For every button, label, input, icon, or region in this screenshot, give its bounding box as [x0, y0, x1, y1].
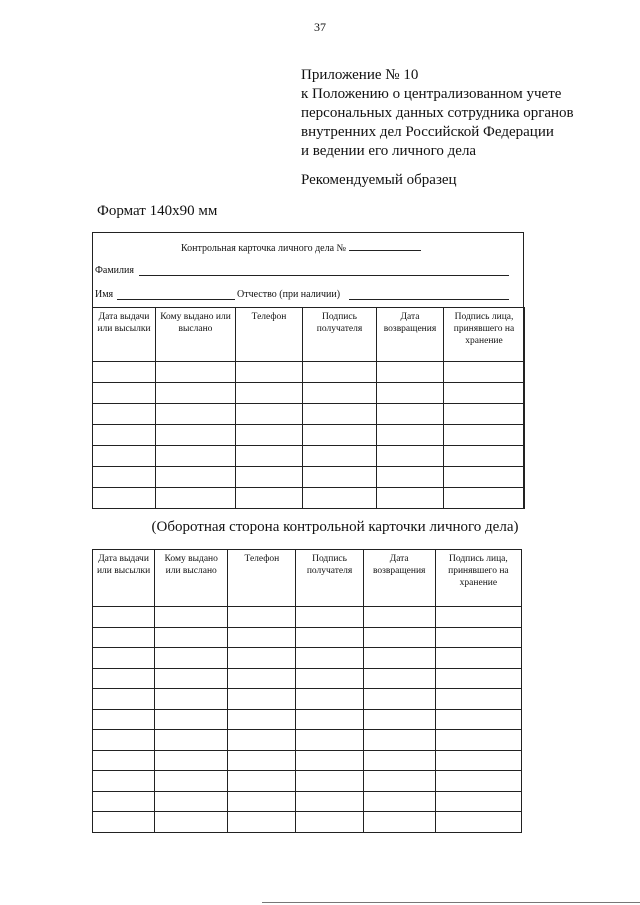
table-cell[interactable] — [363, 771, 435, 792]
table-cell[interactable] — [444, 383, 525, 404]
table-cell[interactable] — [155, 607, 228, 628]
table-cell[interactable] — [296, 607, 363, 628]
table-cell[interactable] — [93, 383, 156, 404]
column-header: Дата выдачи или высылки — [93, 550, 155, 607]
name-field[interactable] — [117, 298, 235, 300]
table-row — [93, 425, 525, 446]
table-row — [93, 488, 525, 509]
table-cell[interactable] — [155, 812, 228, 833]
table-cell[interactable] — [155, 668, 228, 689]
table-cell[interactable] — [435, 627, 521, 648]
table-cell[interactable] — [228, 750, 296, 771]
table-cell[interactable] — [236, 425, 303, 446]
table-cell[interactable] — [228, 709, 296, 730]
table-cell[interactable] — [236, 446, 303, 467]
table-cell[interactable] — [93, 771, 155, 792]
column-header: Подпись получателя — [303, 308, 377, 362]
table-cell[interactable] — [363, 750, 435, 771]
table-cell[interactable] — [93, 446, 156, 467]
table-cell[interactable] — [444, 404, 525, 425]
table-cell[interactable] — [296, 812, 363, 833]
name-label: Имя — [95, 289, 114, 300]
table-cell[interactable] — [435, 812, 521, 833]
appendix-line: и ведении его личного дела — [301, 143, 477, 159]
table-row — [93, 627, 522, 648]
table-cell[interactable] — [303, 362, 377, 383]
table-cell[interactable] — [303, 467, 377, 488]
table-cell[interactable] — [303, 446, 377, 467]
table-cell[interactable] — [377, 362, 444, 383]
table-cell[interactable] — [156, 362, 236, 383]
table-cell[interactable] — [296, 689, 363, 710]
table-cell[interactable] — [93, 750, 155, 771]
table-cell[interactable] — [228, 812, 296, 833]
table-cell[interactable] — [236, 488, 303, 509]
table-cell[interactable] — [155, 627, 228, 648]
table-cell[interactable] — [93, 425, 156, 446]
table-cell[interactable] — [156, 446, 236, 467]
table-cell[interactable] — [228, 627, 296, 648]
card-title-text: Контрольная карточка личного дела № — [181, 243, 347, 254]
table-cell[interactable] — [377, 425, 444, 446]
table-cell[interactable] — [363, 668, 435, 689]
table-cell[interactable] — [363, 791, 435, 812]
table-cell[interactable] — [156, 425, 236, 446]
table-cell[interactable] — [155, 750, 228, 771]
table-cell[interactable] — [435, 689, 521, 710]
table-cell[interactable] — [236, 383, 303, 404]
table-cell[interactable] — [296, 750, 363, 771]
table-cell[interactable] — [93, 730, 155, 751]
table-cell[interactable] — [435, 709, 521, 730]
table-cell[interactable] — [93, 812, 155, 833]
table-cell[interactable] — [93, 607, 155, 628]
table-row — [93, 446, 525, 467]
table-row — [93, 362, 525, 383]
bottom-rule — [262, 902, 640, 903]
appendix-line: персональных данных сотрудника органов — [301, 105, 574, 121]
table-cell[interactable] — [303, 404, 377, 425]
table-cell[interactable] — [363, 607, 435, 628]
table-cell[interactable] — [93, 362, 156, 383]
recommended-sample-label: Рекомендуемый образец — [301, 172, 457, 188]
table-cell[interactable] — [444, 467, 525, 488]
table-cell[interactable] — [444, 488, 525, 509]
patronymic-label: Отчество (при наличии) — [237, 289, 341, 300]
table-cell[interactable] — [296, 771, 363, 792]
table-row — [93, 791, 522, 812]
column-header: Дата возвращения — [363, 550, 435, 607]
table-cell[interactable] — [228, 771, 296, 792]
table-cell[interactable] — [156, 488, 236, 509]
control-card-front — [92, 232, 524, 509]
table-cell[interactable] — [228, 648, 296, 669]
table-cell[interactable] — [228, 791, 296, 812]
table-row — [93, 668, 522, 689]
table-cell[interactable] — [296, 709, 363, 730]
table-cell[interactable] — [155, 771, 228, 792]
table-cell[interactable] — [93, 791, 155, 812]
table-cell[interactable] — [377, 383, 444, 404]
table-cell[interactable] — [363, 627, 435, 648]
table-cell[interactable] — [228, 730, 296, 751]
patronymic-field[interactable] — [349, 298, 509, 300]
column-header: Кому выдано или выслано — [155, 550, 228, 607]
appendix-heading — [301, 66, 574, 161]
table-row — [93, 467, 525, 488]
table-cell[interactable] — [444, 362, 525, 383]
table-cell[interactable] — [93, 467, 156, 488]
table-row — [93, 730, 522, 751]
card-title — [181, 241, 421, 254]
table-cell[interactable] — [93, 689, 155, 710]
surname-label: Фамилия — [95, 265, 134, 276]
table-cell[interactable] — [93, 668, 155, 689]
table-row — [93, 750, 522, 771]
back-side-caption: (Оборотная сторона контрольной карточки личного дела) — [151, 519, 519, 535]
table-cell[interactable] — [444, 425, 525, 446]
surname-field[interactable] — [139, 274, 509, 276]
table-cell[interactable] — [155, 709, 228, 730]
table-cell[interactable] — [303, 488, 377, 509]
table-cell[interactable] — [156, 404, 236, 425]
table-cell[interactable] — [303, 383, 377, 404]
table-cell[interactable] — [228, 689, 296, 710]
column-header: Подпись лица, принявшего на хранение — [444, 308, 525, 362]
table-cell[interactable] — [363, 709, 435, 730]
table-row — [93, 689, 522, 710]
table-cell[interactable] — [377, 488, 444, 509]
column-header: Дата выдачи или высылки — [93, 308, 156, 362]
back-table-body — [93, 607, 522, 833]
table-cell[interactable] — [228, 607, 296, 628]
table-header-row — [93, 550, 522, 607]
column-header: Подпись получателя — [296, 550, 363, 607]
table-cell[interactable] — [156, 467, 236, 488]
table-cell[interactable] — [377, 404, 444, 425]
table-row — [93, 383, 525, 404]
table-cell[interactable] — [435, 648, 521, 669]
table-cell[interactable] — [444, 446, 525, 467]
format-label: Формат 140x90 мм — [97, 203, 218, 219]
table-cell[interactable] — [377, 467, 444, 488]
table-row — [93, 648, 522, 669]
table-cell[interactable] — [93, 488, 156, 509]
table-cell[interactable] — [377, 446, 444, 467]
table-row — [93, 771, 522, 792]
table-row — [93, 709, 522, 730]
table-cell[interactable] — [93, 627, 155, 648]
page-number: 37 — [314, 20, 326, 34]
table-cell[interactable] — [435, 668, 521, 689]
table-cell[interactable] — [296, 627, 363, 648]
appendix-line: внутренних дел Российской Федерации — [301, 124, 554, 140]
column-header: Телефон — [228, 550, 296, 607]
table-cell[interactable] — [155, 689, 228, 710]
front-table-body — [93, 362, 525, 509]
table-cell[interactable] — [435, 607, 521, 628]
column-header: Телефон — [236, 308, 303, 362]
table-header-row — [93, 308, 525, 362]
appendix-line: к Положению о централизованном учете — [301, 86, 562, 102]
table-cell[interactable] — [435, 750, 521, 771]
table-cell[interactable] — [236, 404, 303, 425]
back-issue-table — [92, 549, 522, 833]
table-cell[interactable] — [435, 791, 521, 812]
table-row — [93, 404, 525, 425]
table-cell[interactable] — [363, 689, 435, 710]
table-cell[interactable] — [155, 791, 228, 812]
table-cell[interactable] — [236, 362, 303, 383]
table-cell[interactable] — [435, 771, 521, 792]
table-cell[interactable] — [296, 730, 363, 751]
table-cell[interactable] — [296, 648, 363, 669]
table-cell[interactable] — [296, 668, 363, 689]
card-number-field[interactable] — [349, 241, 421, 251]
table-cell[interactable] — [363, 812, 435, 833]
table-cell[interactable] — [156, 383, 236, 404]
table-cell[interactable] — [435, 730, 521, 751]
table-cell[interactable] — [296, 791, 363, 812]
table-cell[interactable] — [93, 648, 155, 669]
column-header: Дата возвращения — [377, 308, 444, 362]
front-issue-table — [92, 307, 525, 509]
table-cell[interactable] — [363, 648, 435, 669]
table-cell[interactable] — [155, 648, 228, 669]
table-cell[interactable] — [363, 730, 435, 751]
table-cell[interactable] — [93, 709, 155, 730]
table-cell[interactable] — [155, 730, 228, 751]
column-header: Подпись лица, принявшего на хранение — [435, 550, 521, 607]
card-header — [93, 233, 523, 309]
table-row — [93, 607, 522, 628]
column-header: Кому выдано или выслано — [156, 308, 236, 362]
table-cell[interactable] — [303, 425, 377, 446]
table-cell[interactable] — [93, 404, 156, 425]
appendix-title: Приложение № 10 — [301, 67, 419, 83]
table-row — [93, 812, 522, 833]
table-cell[interactable] — [236, 467, 303, 488]
table-cell[interactable] — [228, 668, 296, 689]
